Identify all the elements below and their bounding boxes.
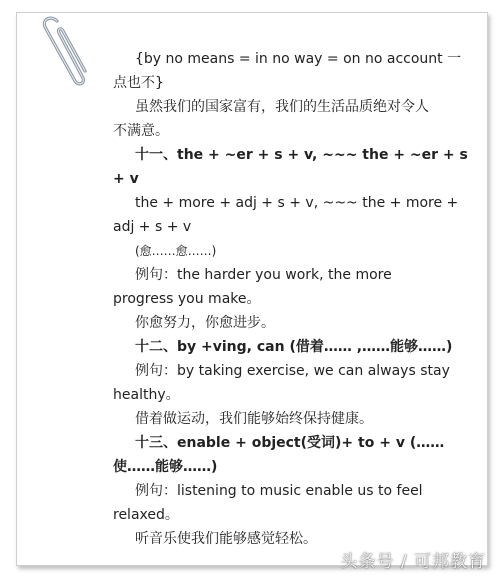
text-line: 不满意。 xyxy=(113,123,169,139)
document-page xyxy=(16,12,488,566)
text-line: {by no means = in no way = on no account 一 xyxy=(135,51,462,67)
text-line: 点也不} xyxy=(113,75,164,91)
example-line: relaxed。 xyxy=(113,507,179,523)
text-line: (愈……愈……) xyxy=(135,244,217,258)
section-heading: 十二、by +ving, can (借着…… ,……能够……) xyxy=(135,339,453,355)
example-line: 例句：by taking exercise, we can always stay xyxy=(135,363,450,379)
text-line: 借着做运动，我们能够始终保持健康。 xyxy=(135,411,373,427)
example-line: progress you make。 xyxy=(113,291,261,307)
section-heading: + v xyxy=(113,171,139,187)
text-line: 听音乐使我们能够感觉轻松。 xyxy=(135,531,317,547)
watermark: 头条号 / 可邦教育 xyxy=(340,552,486,572)
document-text xyxy=(113,47,468,551)
section-heading: 十三、enable + object(受词)+ to + v (…… xyxy=(135,435,445,451)
section-heading: 十一、the + ~er + s + v, ~~~ the + ~er + s xyxy=(135,147,468,163)
text-line: adj + s + v xyxy=(113,219,192,235)
text-line: 虽然我们的国家富有，我们的生活品质绝对令人 xyxy=(135,99,429,115)
paperclip-icon xyxy=(37,13,97,88)
example-line: 例句：listening to music enable us to feel xyxy=(135,483,423,499)
example-line: 例句：the harder you work, the more xyxy=(135,267,392,283)
example-line: healthy。 xyxy=(113,387,180,403)
text-line: 你愈努力，你愈进步。 xyxy=(135,315,275,331)
text-line: the + more + adj + s + v, ~~~ the + more + xyxy=(135,195,459,211)
section-heading: 使……能够……) xyxy=(113,459,218,475)
